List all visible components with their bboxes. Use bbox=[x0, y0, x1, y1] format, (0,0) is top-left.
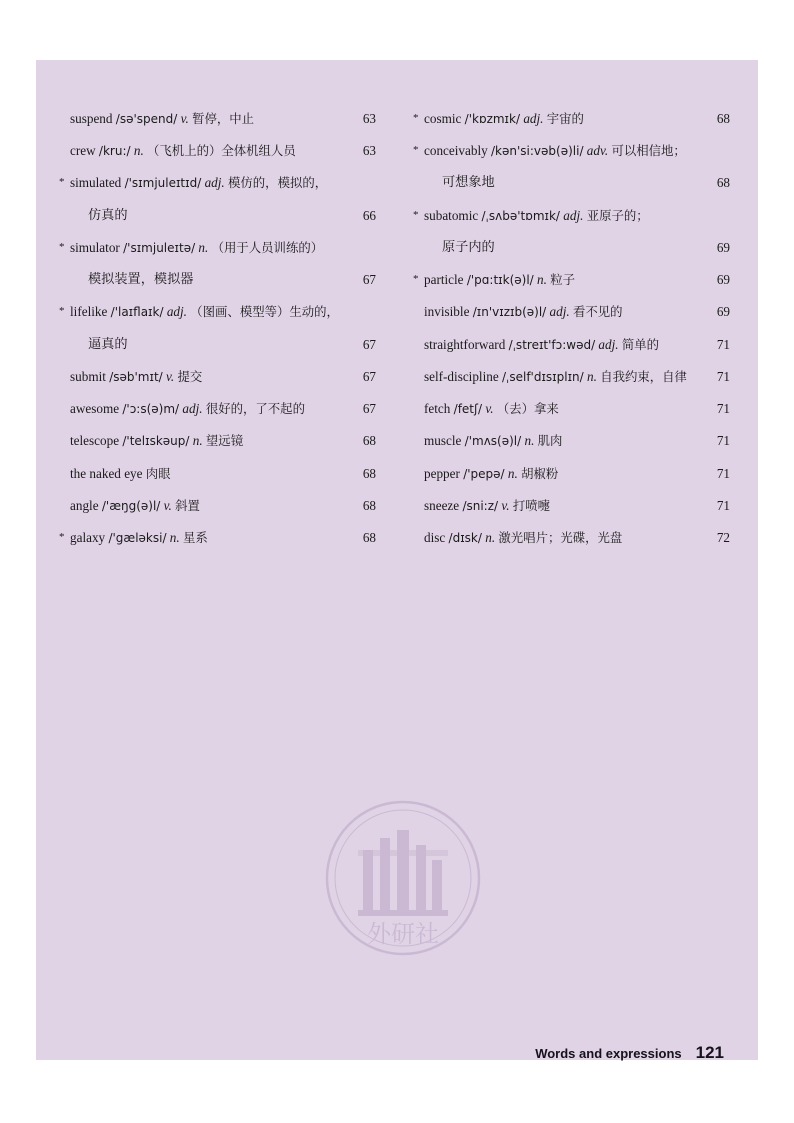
definition: 星系 bbox=[182, 530, 208, 546]
part-of-speech: n. bbox=[169, 530, 180, 546]
pronunciation: /'sɪmjuleɪtə/ bbox=[123, 240, 196, 255]
definition: 自我约束，自律 bbox=[600, 368, 687, 384]
page-number: 63 bbox=[362, 111, 376, 126]
definition-continued: 可想象地 bbox=[442, 175, 495, 191]
definition-continued: 模拟装置，模拟器 bbox=[88, 272, 194, 288]
definition: 宇宙的 bbox=[546, 111, 584, 126]
part-of-speech: n. bbox=[537, 272, 547, 288]
word: conceivably bbox=[424, 143, 488, 159]
definition: （图画、模型等）生动的， bbox=[190, 304, 339, 320]
pronunciation: /'æŋg(ə)l/ bbox=[101, 498, 161, 513]
part-of-speech: n. bbox=[587, 368, 597, 384]
pronunciation: /kru:/ bbox=[98, 144, 131, 159]
word: simulated bbox=[70, 175, 122, 191]
part-of-speech: v. bbox=[485, 401, 494, 417]
definition: 激光唱片；光碟，光盘 bbox=[498, 530, 623, 546]
definition: 亚原子的； bbox=[586, 207, 649, 223]
page-number: 69 bbox=[716, 304, 730, 320]
definition: 胡椒粉 bbox=[521, 465, 559, 481]
part-of-speech: v. bbox=[166, 368, 175, 384]
pronunciation: /ˌsʌbə'tɒmɪk/ bbox=[481, 208, 560, 223]
page-number: 71 bbox=[716, 497, 730, 513]
page-number: 71 bbox=[716, 336, 730, 352]
word: submit bbox=[70, 368, 106, 384]
definition: 肌肉 bbox=[537, 433, 563, 449]
list-item bbox=[70, 110, 376, 129]
word: angle bbox=[70, 497, 99, 513]
word: fetch bbox=[424, 401, 451, 417]
page-number: 68 bbox=[362, 433, 376, 449]
word: muscle bbox=[424, 433, 462, 449]
definition: 打喷嚏 bbox=[512, 497, 550, 513]
part-of-speech: n. bbox=[198, 239, 209, 255]
page-number: 68 bbox=[362, 530, 376, 546]
list-item-continuation bbox=[70, 336, 376, 355]
word: subatomic bbox=[424, 207, 479, 223]
definition: （用于人员训练的） bbox=[211, 239, 324, 255]
definition: 粒子 bbox=[550, 272, 575, 288]
page-number: 67 bbox=[362, 272, 376, 288]
list-item bbox=[413, 271, 730, 290]
list-item bbox=[59, 303, 376, 322]
word: sneeze bbox=[424, 497, 460, 513]
pronunciation: /səb'mɪt/ bbox=[109, 369, 163, 384]
footer-section-title: Words and expressions bbox=[535, 1046, 682, 1061]
list-item bbox=[424, 336, 730, 355]
pronunciation: /'pepə/ bbox=[463, 466, 505, 481]
word: awesome bbox=[70, 401, 120, 417]
page-number: 71 bbox=[716, 368, 730, 384]
pronunciation: /kən'si:vəb(ə)li/ bbox=[491, 144, 584, 159]
star-marker: * bbox=[413, 273, 419, 286]
definition-continued: 原子内的 bbox=[442, 239, 495, 255]
page-number: 68 bbox=[716, 111, 730, 126]
list-item bbox=[424, 465, 730, 484]
page-number: 68 bbox=[362, 497, 376, 513]
list-item bbox=[70, 497, 376, 516]
star-marker: * bbox=[59, 305, 65, 318]
pronunciation: /ˌstreɪt'fɔ:wəd/ bbox=[508, 337, 596, 352]
pronunciation: /'mʌs(ə)l/ bbox=[464, 434, 522, 449]
part-of-speech: v. bbox=[180, 111, 189, 126]
definition: 望远镜 bbox=[205, 433, 244, 449]
list-item bbox=[413, 142, 730, 161]
word: crew bbox=[70, 143, 96, 159]
list-item bbox=[424, 497, 730, 516]
pronunciation: /dɪsk/ bbox=[448, 531, 482, 546]
definition-continued: 逼真的 bbox=[88, 336, 128, 352]
page-number: 72 bbox=[716, 530, 730, 546]
word: straightforward bbox=[424, 336, 506, 352]
list-item-continuation bbox=[424, 239, 730, 258]
word: the naked eye bbox=[70, 465, 143, 481]
word-list-column-left bbox=[59, 110, 376, 561]
page-number: 71 bbox=[716, 401, 730, 417]
part-of-speech: adj. bbox=[166, 304, 187, 320]
word: cosmic bbox=[424, 111, 462, 126]
part-of-speech: adj. bbox=[182, 401, 203, 417]
footer-page-number: 121 bbox=[695, 1043, 724, 1062]
part-of-speech: n. bbox=[507, 465, 518, 481]
list-item bbox=[424, 303, 730, 322]
list-item bbox=[424, 400, 730, 419]
list-item-continuation bbox=[70, 271, 376, 290]
list-item bbox=[59, 529, 376, 548]
word: telescope bbox=[70, 433, 120, 449]
list-item-continuation bbox=[70, 207, 376, 226]
word: galaxy bbox=[70, 530, 106, 546]
definition: 很好的，了不起的 bbox=[205, 401, 305, 417]
definition: 看不见的 bbox=[572, 304, 623, 320]
page-number: 67 bbox=[362, 336, 376, 352]
definition: 简单的 bbox=[621, 336, 660, 352]
part-of-speech: adj. bbox=[563, 207, 584, 223]
definition: 斜置 bbox=[175, 497, 200, 513]
star-marker: * bbox=[59, 176, 65, 189]
word: self-discipline bbox=[424, 368, 499, 384]
pronunciation: /sə'spend/ bbox=[115, 112, 178, 126]
list-item bbox=[70, 142, 376, 161]
list-item bbox=[70, 368, 376, 387]
part-of-speech: adj. bbox=[598, 336, 619, 352]
page-number: 63 bbox=[362, 143, 376, 159]
page-footer bbox=[535, 1043, 724, 1063]
list-item bbox=[70, 465, 376, 484]
part-of-speech: n. bbox=[192, 433, 203, 449]
word: disc bbox=[424, 530, 446, 546]
list-item bbox=[59, 239, 376, 258]
word: simulator bbox=[70, 239, 120, 255]
list-item bbox=[413, 207, 730, 226]
pronunciation: /'telɪskəup/ bbox=[122, 434, 190, 449]
star-marker: * bbox=[413, 144, 419, 157]
star-marker: * bbox=[413, 112, 419, 124]
pronunciation: /'gæləksi/ bbox=[108, 531, 167, 546]
list-item bbox=[413, 110, 730, 129]
definition: 模仿的，模拟的， bbox=[228, 175, 328, 191]
page-number: 69 bbox=[716, 272, 730, 288]
page-number: 67 bbox=[362, 401, 376, 417]
pronunciation: /'kɒzmɪk/ bbox=[464, 112, 521, 126]
page-number: 69 bbox=[716, 239, 730, 255]
list-item bbox=[70, 432, 376, 451]
part-of-speech: adj. bbox=[523, 111, 544, 126]
part-of-speech: v. bbox=[501, 497, 510, 513]
word: invisible bbox=[424, 304, 470, 320]
word: pepper bbox=[424, 465, 460, 481]
list-item bbox=[59, 174, 376, 193]
definition: 提交 bbox=[177, 368, 203, 384]
definition: （飞机上的）全体机组人员 bbox=[147, 143, 296, 159]
star-marker: * bbox=[413, 208, 419, 221]
page-number: 71 bbox=[716, 465, 730, 481]
definition: 暂停，中止 bbox=[192, 111, 255, 126]
pronunciation: /ɪn'vɪzɪb(ə)l/ bbox=[472, 305, 547, 320]
part-of-speech: v. bbox=[163, 497, 172, 513]
list-item bbox=[424, 432, 730, 451]
part-of-speech: n. bbox=[524, 433, 535, 449]
svg-text:外研社: 外研社 bbox=[367, 920, 439, 948]
pronunciation: /'pɑ:tɪk(ə)l/ bbox=[466, 273, 534, 288]
pronunciation: /'laɪflaɪk/ bbox=[110, 305, 164, 320]
word: lifelike bbox=[70, 304, 108, 320]
pronunciation: /fetʃ/ bbox=[453, 402, 483, 417]
star-marker: * bbox=[59, 531, 65, 544]
list-item bbox=[424, 529, 730, 548]
list-item bbox=[70, 400, 376, 419]
part-of-speech: n. bbox=[485, 530, 496, 546]
pronunciation: /ˌself'dɪsɪplɪn/ bbox=[502, 369, 584, 384]
page-number: 66 bbox=[362, 207, 376, 223]
word-list-columns bbox=[59, 110, 730, 561]
word: suspend bbox=[70, 111, 113, 126]
part-of-speech: adj. bbox=[549, 304, 570, 320]
word-list-column-right bbox=[413, 110, 730, 561]
definition: （去）拿来 bbox=[496, 401, 559, 417]
list-item bbox=[424, 368, 730, 387]
definition-continued: 仿真的 bbox=[88, 207, 128, 223]
part-of-speech: adv. bbox=[586, 143, 609, 159]
pronunciation: /'ɔ:s(ə)m/ bbox=[122, 402, 180, 417]
word: particle bbox=[424, 272, 464, 288]
list-item-continuation bbox=[424, 174, 730, 193]
pronunciation: /'sɪmjuleɪtɪd/ bbox=[124, 176, 202, 191]
page-number: 68 bbox=[716, 175, 730, 191]
pronunciation: /sni:z/ bbox=[462, 498, 499, 513]
definition: 可以相信地； bbox=[611, 143, 686, 159]
star-marker: * bbox=[59, 240, 65, 253]
page-number: 67 bbox=[362, 368, 376, 384]
part-of-speech: n. bbox=[133, 143, 144, 159]
page-number: 68 bbox=[362, 465, 376, 481]
page-number: 71 bbox=[716, 433, 730, 449]
definition: 肉眼 bbox=[145, 465, 171, 481]
part-of-speech: adj. bbox=[204, 175, 225, 191]
